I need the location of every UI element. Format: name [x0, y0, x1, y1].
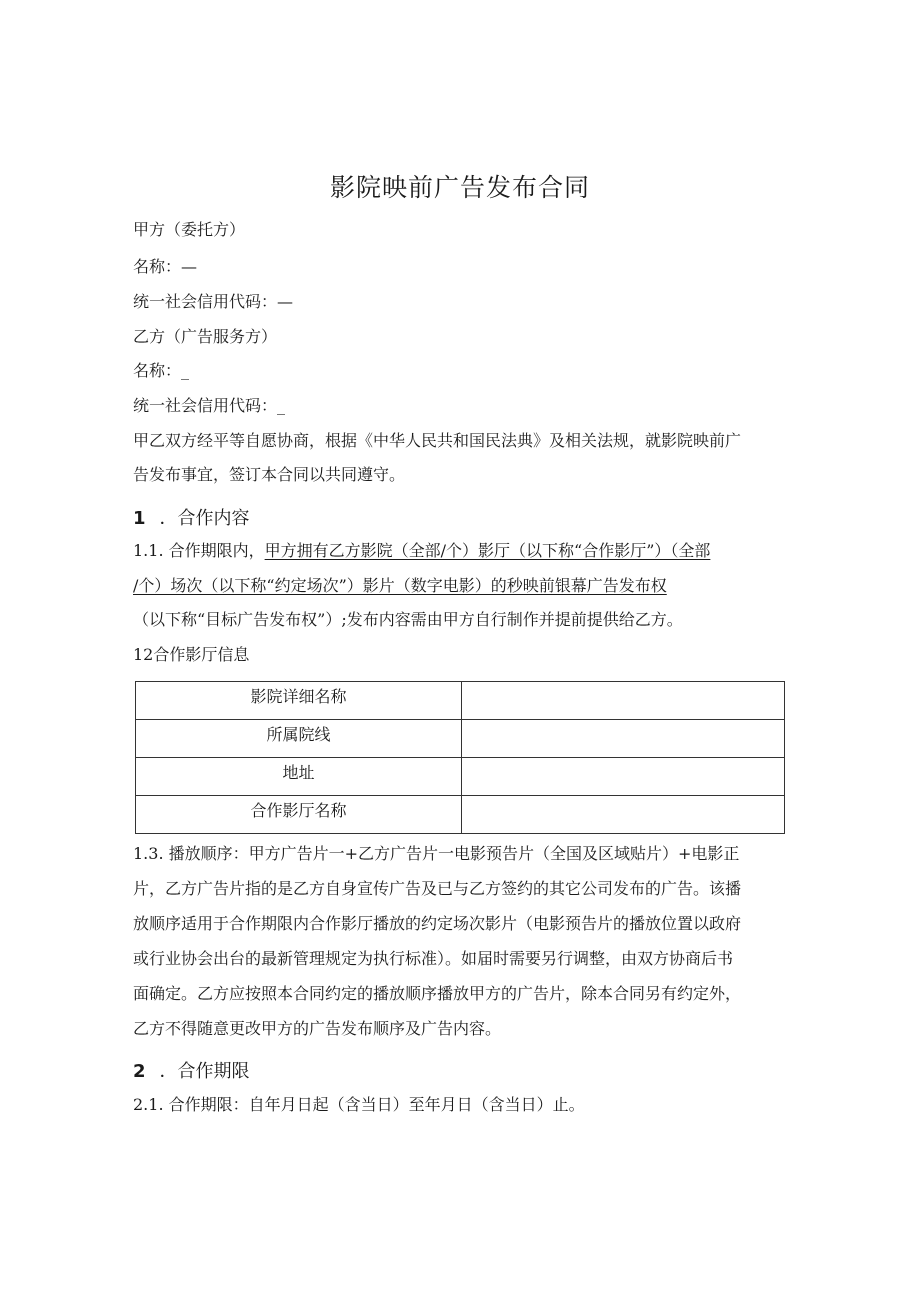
party-b-heading: 乙方（广告服务方）: [133, 327, 278, 346]
preamble-line-2: 告发布事宜，签订本合同以共同遵守。: [133, 465, 406, 484]
clause-1-1-underlined-1: 甲方拥有乙方影院（全部/个）影厅（以下称“合作影厅”）（全部: [264, 541, 711, 560]
section-2-number: 2: [133, 1061, 146, 1082]
table-row: [136, 758, 785, 796]
section-2-heading: [133, 1057, 250, 1083]
clause-1-2-title: 12合作影厅信息: [133, 645, 250, 664]
clause-1-3-line-1: 1.3. 播放顺序：甲方广告片一+乙方广告片一电影预告片（全国及区域贴片）+电影正: [133, 844, 740, 863]
table-value-cinema-name: [462, 682, 785, 720]
party-b-credit-code: 统一社会信用代码：_: [133, 396, 286, 415]
table-label-cinema-name: 影院详细名称: [136, 682, 462, 720]
clause-1-3-line-2: 片，乙方广告片指的是乙方自身宣传广告及已与乙方签约的其它公司发布的广告。该播: [133, 879, 742, 898]
clause-1-1-prefix: 1.1. 合作期限内，: [133, 541, 265, 560]
preamble-line-1: 甲乙双方经平等自愿协商，根据《中华人民共和国民法典》及相关法规，就影院映前广: [133, 431, 742, 450]
table-label-address: 地址: [136, 758, 462, 796]
section-1-title: ．合作内容: [159, 508, 250, 529]
clause-1-1-underlined-2: /个）场次（以下称“约定场次”）影片（数字电影）的秒映前银幕广告发布权: [133, 576, 667, 595]
table-label-hall-name: 合作影厅名称: [136, 796, 462, 834]
contract-title: 影院映前广告发布合同: [329, 173, 590, 202]
party-a-name: 名称：—: [133, 257, 198, 276]
clause-1-1-line-3: （以下称“目标广告发布权”）;发布内容需由甲方自行制作并提前提供给乙方。: [133, 610, 683, 629]
party-a-credit-code: 统一社会信用代码：—: [133, 292, 294, 311]
section-2-title: ．合作期限: [159, 1061, 250, 1082]
table-row: [136, 682, 785, 720]
clause-2-1: 2.1. 合作期限：自年月日起（含当日）至年月日（含当日）止。: [133, 1095, 585, 1114]
table-row: [136, 796, 785, 834]
clause-1-3-line-6: 乙方不得随意更改甲方的广告发布顺序及广告内容。: [133, 1019, 502, 1038]
party-b-name: 名称：_: [133, 361, 190, 380]
table-value-address: [462, 758, 785, 796]
table-row: [136, 720, 785, 758]
clause-1-3-line-5: 面确定。乙方应按照本合同约定的播放顺序播放甲方的广告片，除本合同另有约定外，: [133, 984, 742, 1003]
table-value-theater-chain: [462, 720, 785, 758]
table-value-hall-name: [462, 796, 785, 834]
section-1-heading: [133, 504, 250, 530]
clause-1-3-line-3: 放顺序适用于合作期限内合作影厅播放的约定场次影片（电影预告片的播放位置以政府: [133, 914, 742, 933]
party-a-heading: 甲方（委托方）: [133, 220, 246, 239]
table-label-theater-chain: 所属院线: [136, 720, 462, 758]
section-1-number: 1: [133, 508, 146, 529]
clause-1-1-line-1: [133, 538, 710, 561]
clause-1-3-line-4: 或行业协会出台的最新管理规定为执行标准）。如届时需要另行调整，由双方协商后书: [133, 949, 734, 968]
cinema-info-table: [135, 681, 785, 834]
clause-1-1-line-2: [133, 573, 667, 596]
